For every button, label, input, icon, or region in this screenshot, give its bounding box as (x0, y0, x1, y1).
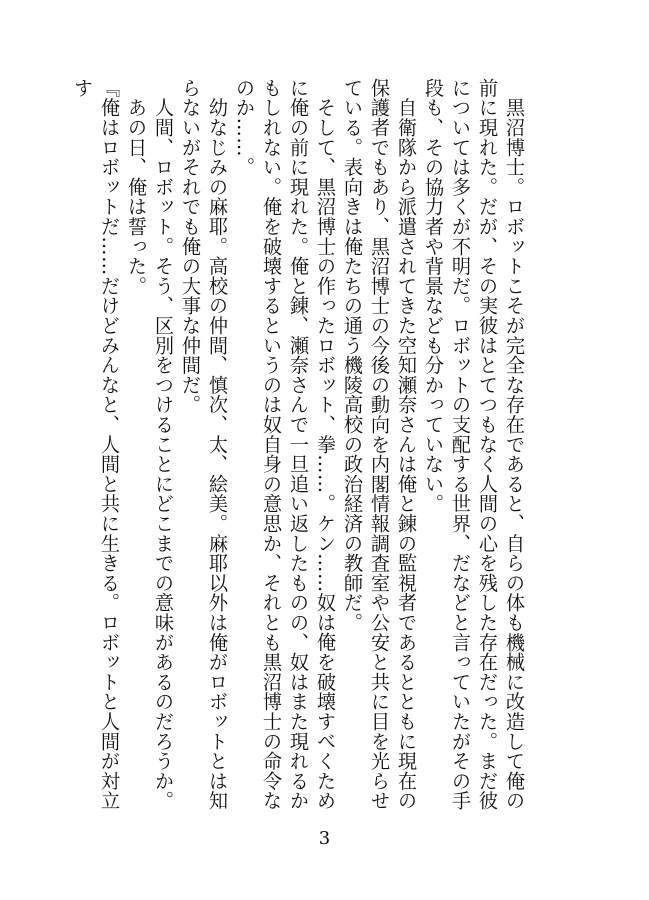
paragraph-ken: そして、黒沼博士の作ったロボット、拳……。ケン……奴は俺を破壊すべくために俺の前に現れた。俺と錬、瀬奈さんで一旦追い返したものの、奴はまた現れるかもしれない。俺を破壊するというのは奴自身の意思か、それとも黒沼博士の命令なのか……。 (233, 78, 337, 811)
paragraph-quote: 『俺はロボットだ……だけどみんなと、人間と共に生きる。ロボットと人間が対立す (71, 78, 121, 811)
paragraph-human-robot: 人間、ロボット。そう、区別をつけることにどこまでの意味があるのだろうか。 (152, 78, 175, 811)
paragraph-friends: 幼なじみの麻耶。高校の仲間、慎次、太、絵美。麻耶以外は俺がロボットとは知らないがそれでも俺の大事な仲間だ。 (179, 78, 229, 811)
paragraph-vow: あの日、俺は誓った。 (125, 78, 148, 296)
vertical-text-body (71, 78, 528, 818)
paragraph-kuronuma: 黒沼博士。ロボットこそが完全な存在であると、自らの体も機械に改造して俺の前に現れた。だが、その実彼はとてつもなく人間の心を残した存在だった。まだ彼については多くが不明だ。ロボットの支配する世界、だなどと言っていたがその手段も、その協力者や背景なども分かっていない。 (422, 78, 526, 811)
page-number: 3 (318, 828, 331, 849)
paragraph-sena: 自衛隊から派遣されてきた空知瀬奈さんは俺と錬の監視者であるとともに現在の保護者でもあり、黒沼博士の今後の動向を内閣情報調査室や公安と共に目を光らせている。表向きは俺たちの通う機陵高校の政治経済の教師だ。 (341, 78, 418, 811)
